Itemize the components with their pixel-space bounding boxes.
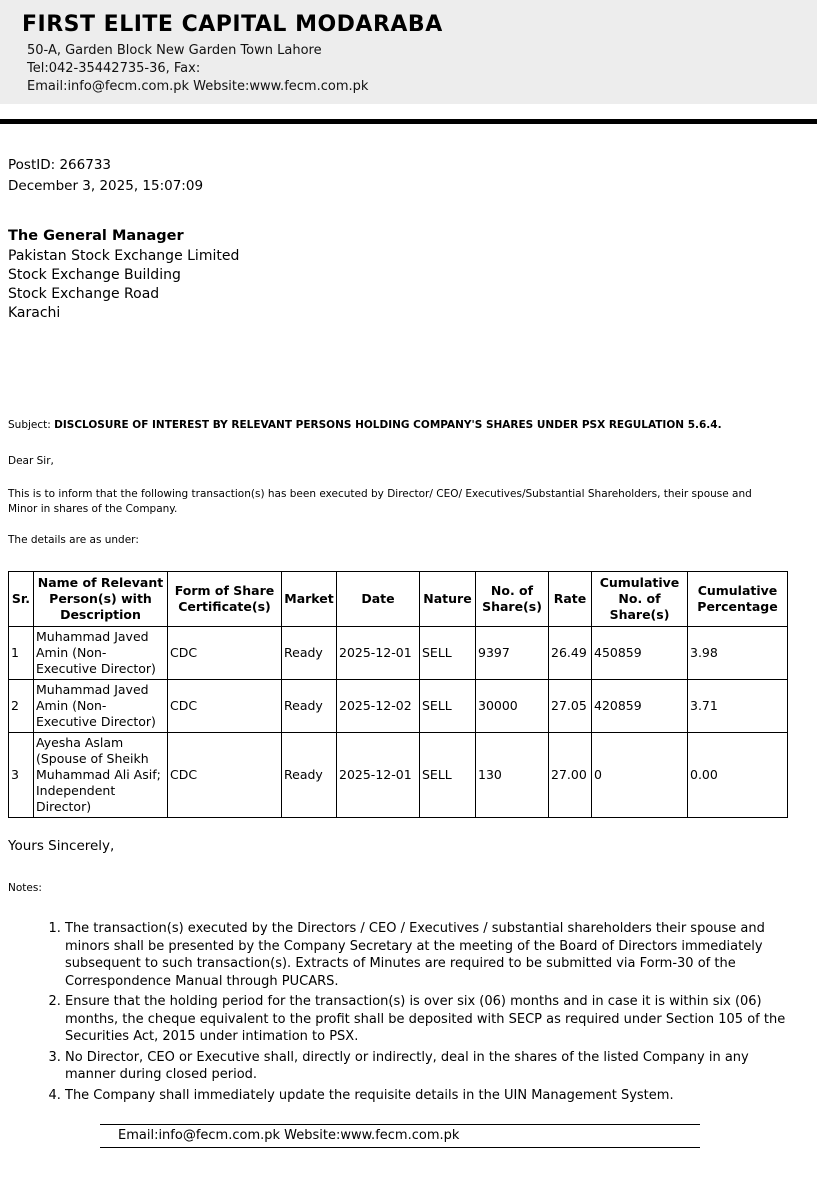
table-header-cell: Cumulative No. of Share(s): [592, 572, 688, 627]
intro-paragraph: This is to inform that the following transaction(s) has been executed by Director/ CEO/ Executives/Substantial Shareholders, their spouse and Minor in shares of the Company.: [8, 488, 752, 515]
table-header-cell: Sr.: [9, 572, 34, 627]
table-row: [9, 733, 788, 818]
table-cell: Ready: [282, 680, 337, 733]
recipient-block: [8, 226, 805, 323]
table-cell: CDC: [168, 733, 282, 818]
table-cell: 26.49: [549, 627, 592, 680]
table-row: [9, 680, 788, 733]
table-cell: Muhammad Javed Amin (Non-Executive Director): [34, 680, 168, 733]
details-label: The details are as under:: [8, 534, 139, 546]
note-item: 2. Ensure that the holding period for the transaction(s) is over six (06) months and in case it is within six (06) months, the cheque equivalent to the profit shall be deposited with SECP as required under Section 105 of the Securities Act, 2015 under intimation to PSX.: [65, 993, 798, 1046]
table-cell: 27.00: [549, 733, 592, 818]
table-cell: 450859: [592, 627, 688, 680]
table-cell: 9397: [476, 627, 549, 680]
recipient-line: Pakistan Stock Exchange Limited: [8, 248, 240, 264]
company-address: 50-A, Garden Block New Garden Town Lahore: [27, 43, 322, 58]
subject-line: [8, 419, 805, 431]
recipient-line: Stock Exchange Road: [8, 286, 160, 302]
table-header-cell: Market: [282, 572, 337, 627]
table-header-cell: Rate: [549, 572, 592, 627]
table-cell: CDC: [168, 680, 282, 733]
table-cell: SELL: [420, 627, 476, 680]
salutation: Dear Sir,: [8, 455, 54, 467]
table-row: [9, 627, 788, 680]
table-cell: Ready: [282, 733, 337, 818]
letterhead: [0, 0, 817, 104]
post-id: PostID: 266733: [8, 157, 111, 173]
table-header-cell: Name of Relevant Person(s) with Description: [34, 572, 168, 627]
transactions-table: [8, 571, 788, 818]
table-cell: Muhammad Javed Amin (Non-Executive Director): [34, 627, 168, 680]
recipient-line: Stock Exchange Building: [8, 267, 181, 283]
table-cell: Ayesha Aslam (Spouse of Sheikh Muhammad Ali Asif; Independent Director): [34, 733, 168, 818]
table-header-cell: No. of Share(s): [476, 572, 549, 627]
header-divider: [0, 119, 817, 124]
subject-text: DISCLOSURE OF INTEREST BY RELEVANT PERSONS HOLDING COMPANY'S SHARES UNDER PSX REGULATION 5.6.4.: [54, 419, 722, 431]
table-cell: 2025-12-02: [337, 680, 420, 733]
table-header-row: [9, 572, 788, 627]
table-header-cell: Nature: [420, 572, 476, 627]
table-cell: 3.71: [688, 680, 788, 733]
table-cell: 2: [9, 680, 34, 733]
table-header-cell: Form of Share Certificate(s): [168, 572, 282, 627]
table-cell: SELL: [420, 733, 476, 818]
table-cell: 30000: [476, 680, 549, 733]
note-item: 4. The Company shall immediately update the requisite details in the UIN Management System.: [65, 1087, 798, 1105]
table-cell: SELL: [420, 680, 476, 733]
note-item: 1. The transaction(s) executed by the Directors / CEO / Executives / substantial shareholders their spouse and minors shall be presented by the Company Secretary at the meeting of the Board of Directors immediately subsequent to such transaction(s). Extracts of Minutes are required to be submitted via Form-30 of the Correspondence Manual through PUCARS.: [65, 920, 798, 990]
company-email-web: Email:info@fecm.com.pk Website:www.fecm.com.pk: [27, 79, 369, 94]
company-tel-fax: Tel:042-35442735-36, Fax:: [27, 61, 201, 76]
subject-label: Subject:: [8, 419, 55, 431]
table-cell: 1: [9, 627, 34, 680]
table-cell: 2025-12-01: [337, 627, 420, 680]
post-datetime: December 3, 2025, 15:07:09: [8, 178, 204, 194]
closing: Yours Sincerely,: [8, 838, 115, 854]
letter-body: [0, 157, 817, 1104]
company-name: FIRST ELITE CAPITAL MODARABA: [22, 12, 443, 37]
footer: [100, 1124, 700, 1148]
recipient-lines: [8, 247, 805, 323]
table-body: [9, 627, 788, 818]
table-cell: CDC: [168, 627, 282, 680]
table-cell: 3.98: [688, 627, 788, 680]
recipient-line: Karachi: [8, 305, 61, 321]
notes-label: Notes:: [8, 882, 42, 894]
table-header-cell: Date: [337, 572, 420, 627]
table-cell: 3: [9, 733, 34, 818]
footer-contact: Email:info@fecm.com.pk Website:www.fecm.com.pk: [118, 1128, 460, 1143]
table-cell: 130: [476, 733, 549, 818]
table-header-cell: Cumulative Percentage: [688, 572, 788, 627]
table-cell: 2025-12-01: [337, 733, 420, 818]
table-cell: 420859: [592, 680, 688, 733]
note-item: 3. No Director, CEO or Executive shall, directly or indirectly, deal in the shares of the listed Company in any manner during closed period.: [65, 1049, 798, 1084]
table-cell: 0: [592, 733, 688, 818]
table-cell: Ready: [282, 627, 337, 680]
table-cell: 0.00: [688, 733, 788, 818]
recipient-title: The General Manager: [8, 228, 184, 244]
notes-list: [8, 920, 798, 1104]
table-cell: 27.05: [549, 680, 592, 733]
